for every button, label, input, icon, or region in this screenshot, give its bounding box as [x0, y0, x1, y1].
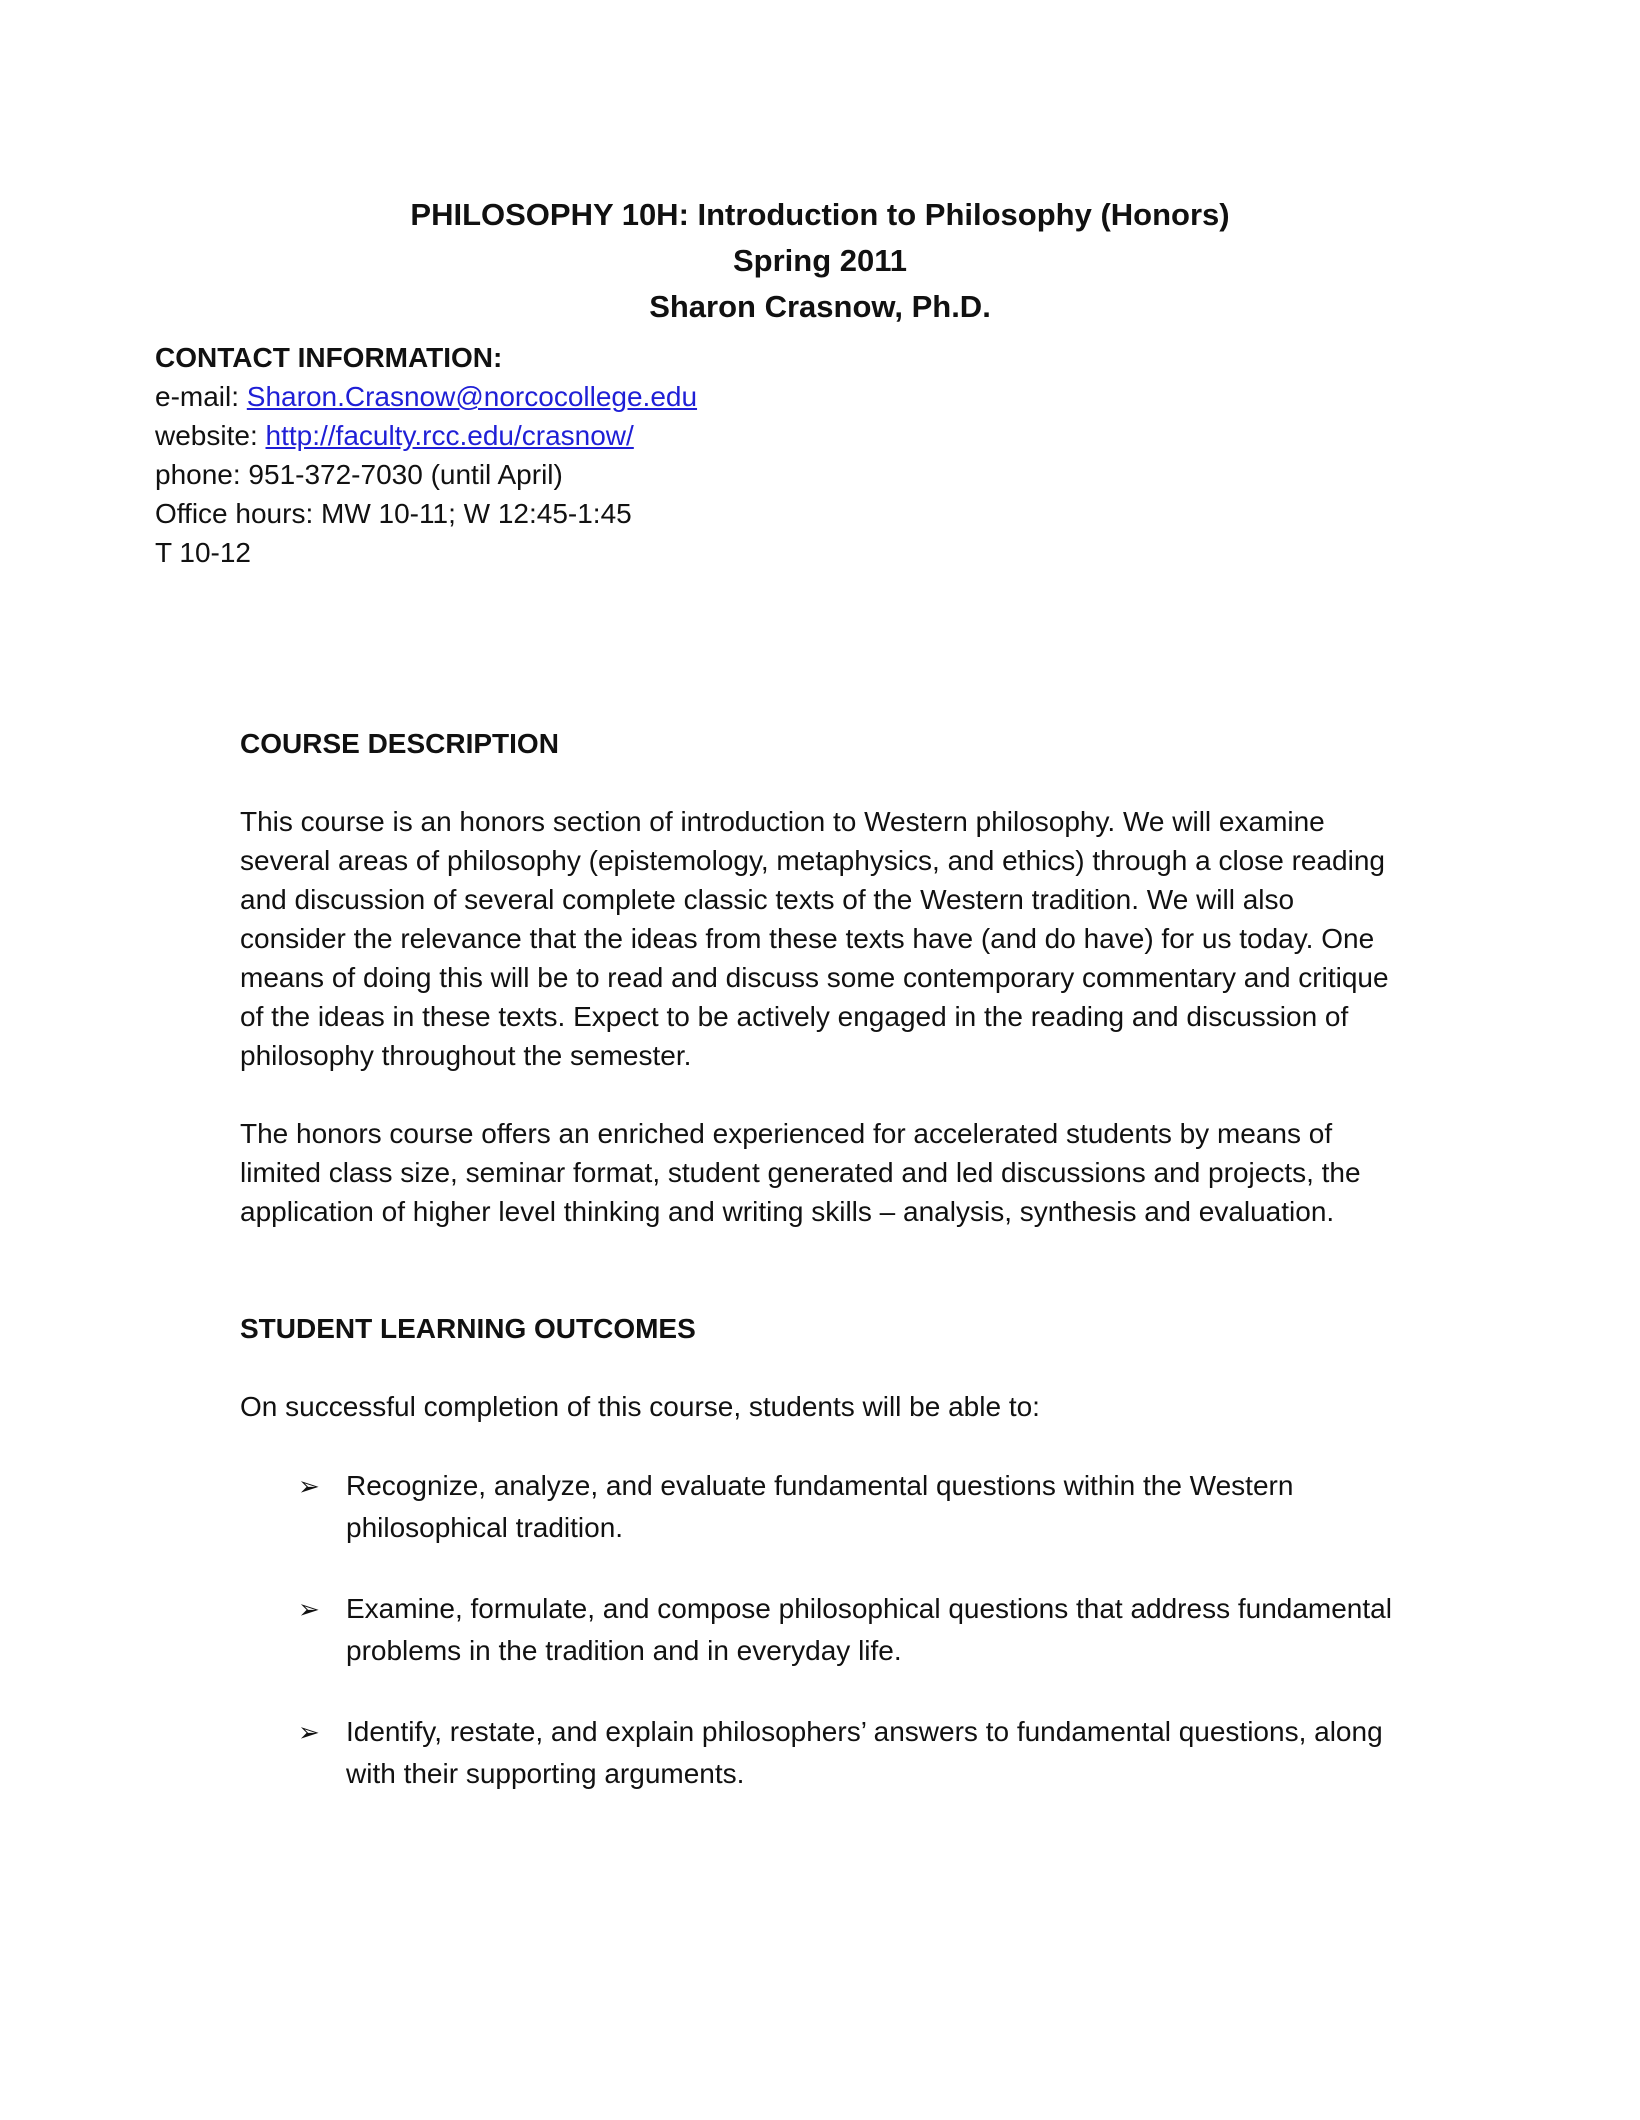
- learning-outcomes-list: [240, 1465, 1400, 1795]
- arrow-bullet-icon: ➢: [298, 1471, 320, 1501]
- learning-outcomes-heading: STUDENT LEARNING OUTCOMES: [240, 1313, 696, 1344]
- contact-information: [155, 338, 697, 572]
- course-description-paragraph-2: The honors course offers an enriched experienced for accelerated students by means of limited class size, seminar format, student generated and led discussions and projects, the application of higher level thinking and writing skills – analysis, synthesis and evaluation.: [240, 1118, 1361, 1227]
- document-title-block: [0, 192, 1640, 330]
- instructor-name: Sharon Crasnow, Ph.D.: [649, 289, 991, 324]
- course-description-heading: COURSE DESCRIPTION: [240, 728, 559, 759]
- contact-heading: CONTACT INFORMATION:: [155, 342, 503, 373]
- email-link[interactable]: Sharon.Crasnow@norcocollege.edu: [246, 381, 698, 412]
- office-hours-row: Office hours: MW 10-11; W 12:45-1:45: [155, 498, 632, 529]
- course-title: PHILOSOPHY 10H: Introduction to Philosophy (Honors): [410, 197, 1230, 232]
- list-item: [240, 1588, 1400, 1672]
- website-row: [155, 416, 697, 455]
- learning-outcomes-section: [240, 1309, 1400, 1795]
- course-description-paragraph-1: This course is an honors section of introduction to Western philosophy. We will examine several areas of philosophy (epistemology, metaphysics, and ethics) through a close reading and discussion of several complete classic texts of the Western tradition. We will also consider the relevance that the ideas from these texts have (and do have) for us today. One means of doing this will be to read and discuss some contemporary commentary and critique of the ideas in these texts. Expect to be actively engaged in the reading and discussion of philosophy throughout the semester.: [240, 806, 1389, 1071]
- outcome-text: Identify, restate, and explain philosophers’ answers to fundamental questions, along with their supporting arguments.: [346, 1716, 1383, 1789]
- semester: Spring 2011: [732, 243, 908, 278]
- arrow-bullet-icon: ➢: [298, 1594, 320, 1624]
- email-row: [155, 377, 697, 416]
- course-description-section: [240, 724, 1400, 1231]
- website-label: website:: [155, 420, 266, 451]
- email-label: e-mail:: [155, 381, 247, 412]
- arrow-bullet-icon: ➢: [298, 1717, 320, 1747]
- office-hours-row-2: T 10-12: [155, 537, 251, 568]
- list-item: [240, 1711, 1400, 1795]
- learning-outcomes-intro: On successful completion of this course, students will be able to:: [240, 1391, 1040, 1422]
- phone-row: phone: 951-372-7030 (until April): [155, 459, 563, 490]
- main-content: [240, 724, 1400, 1834]
- outcome-text: Examine, formulate, and compose philosophical questions that address fundamental problems in the tradition and in everyday life.: [346, 1593, 1392, 1666]
- list-item: [240, 1465, 1400, 1549]
- website-link[interactable]: http://faculty.rcc.edu/crasnow/: [265, 420, 634, 451]
- outcome-text: Recognize, analyze, and evaluate fundamental questions within the Western philosophical tradition.: [346, 1470, 1294, 1543]
